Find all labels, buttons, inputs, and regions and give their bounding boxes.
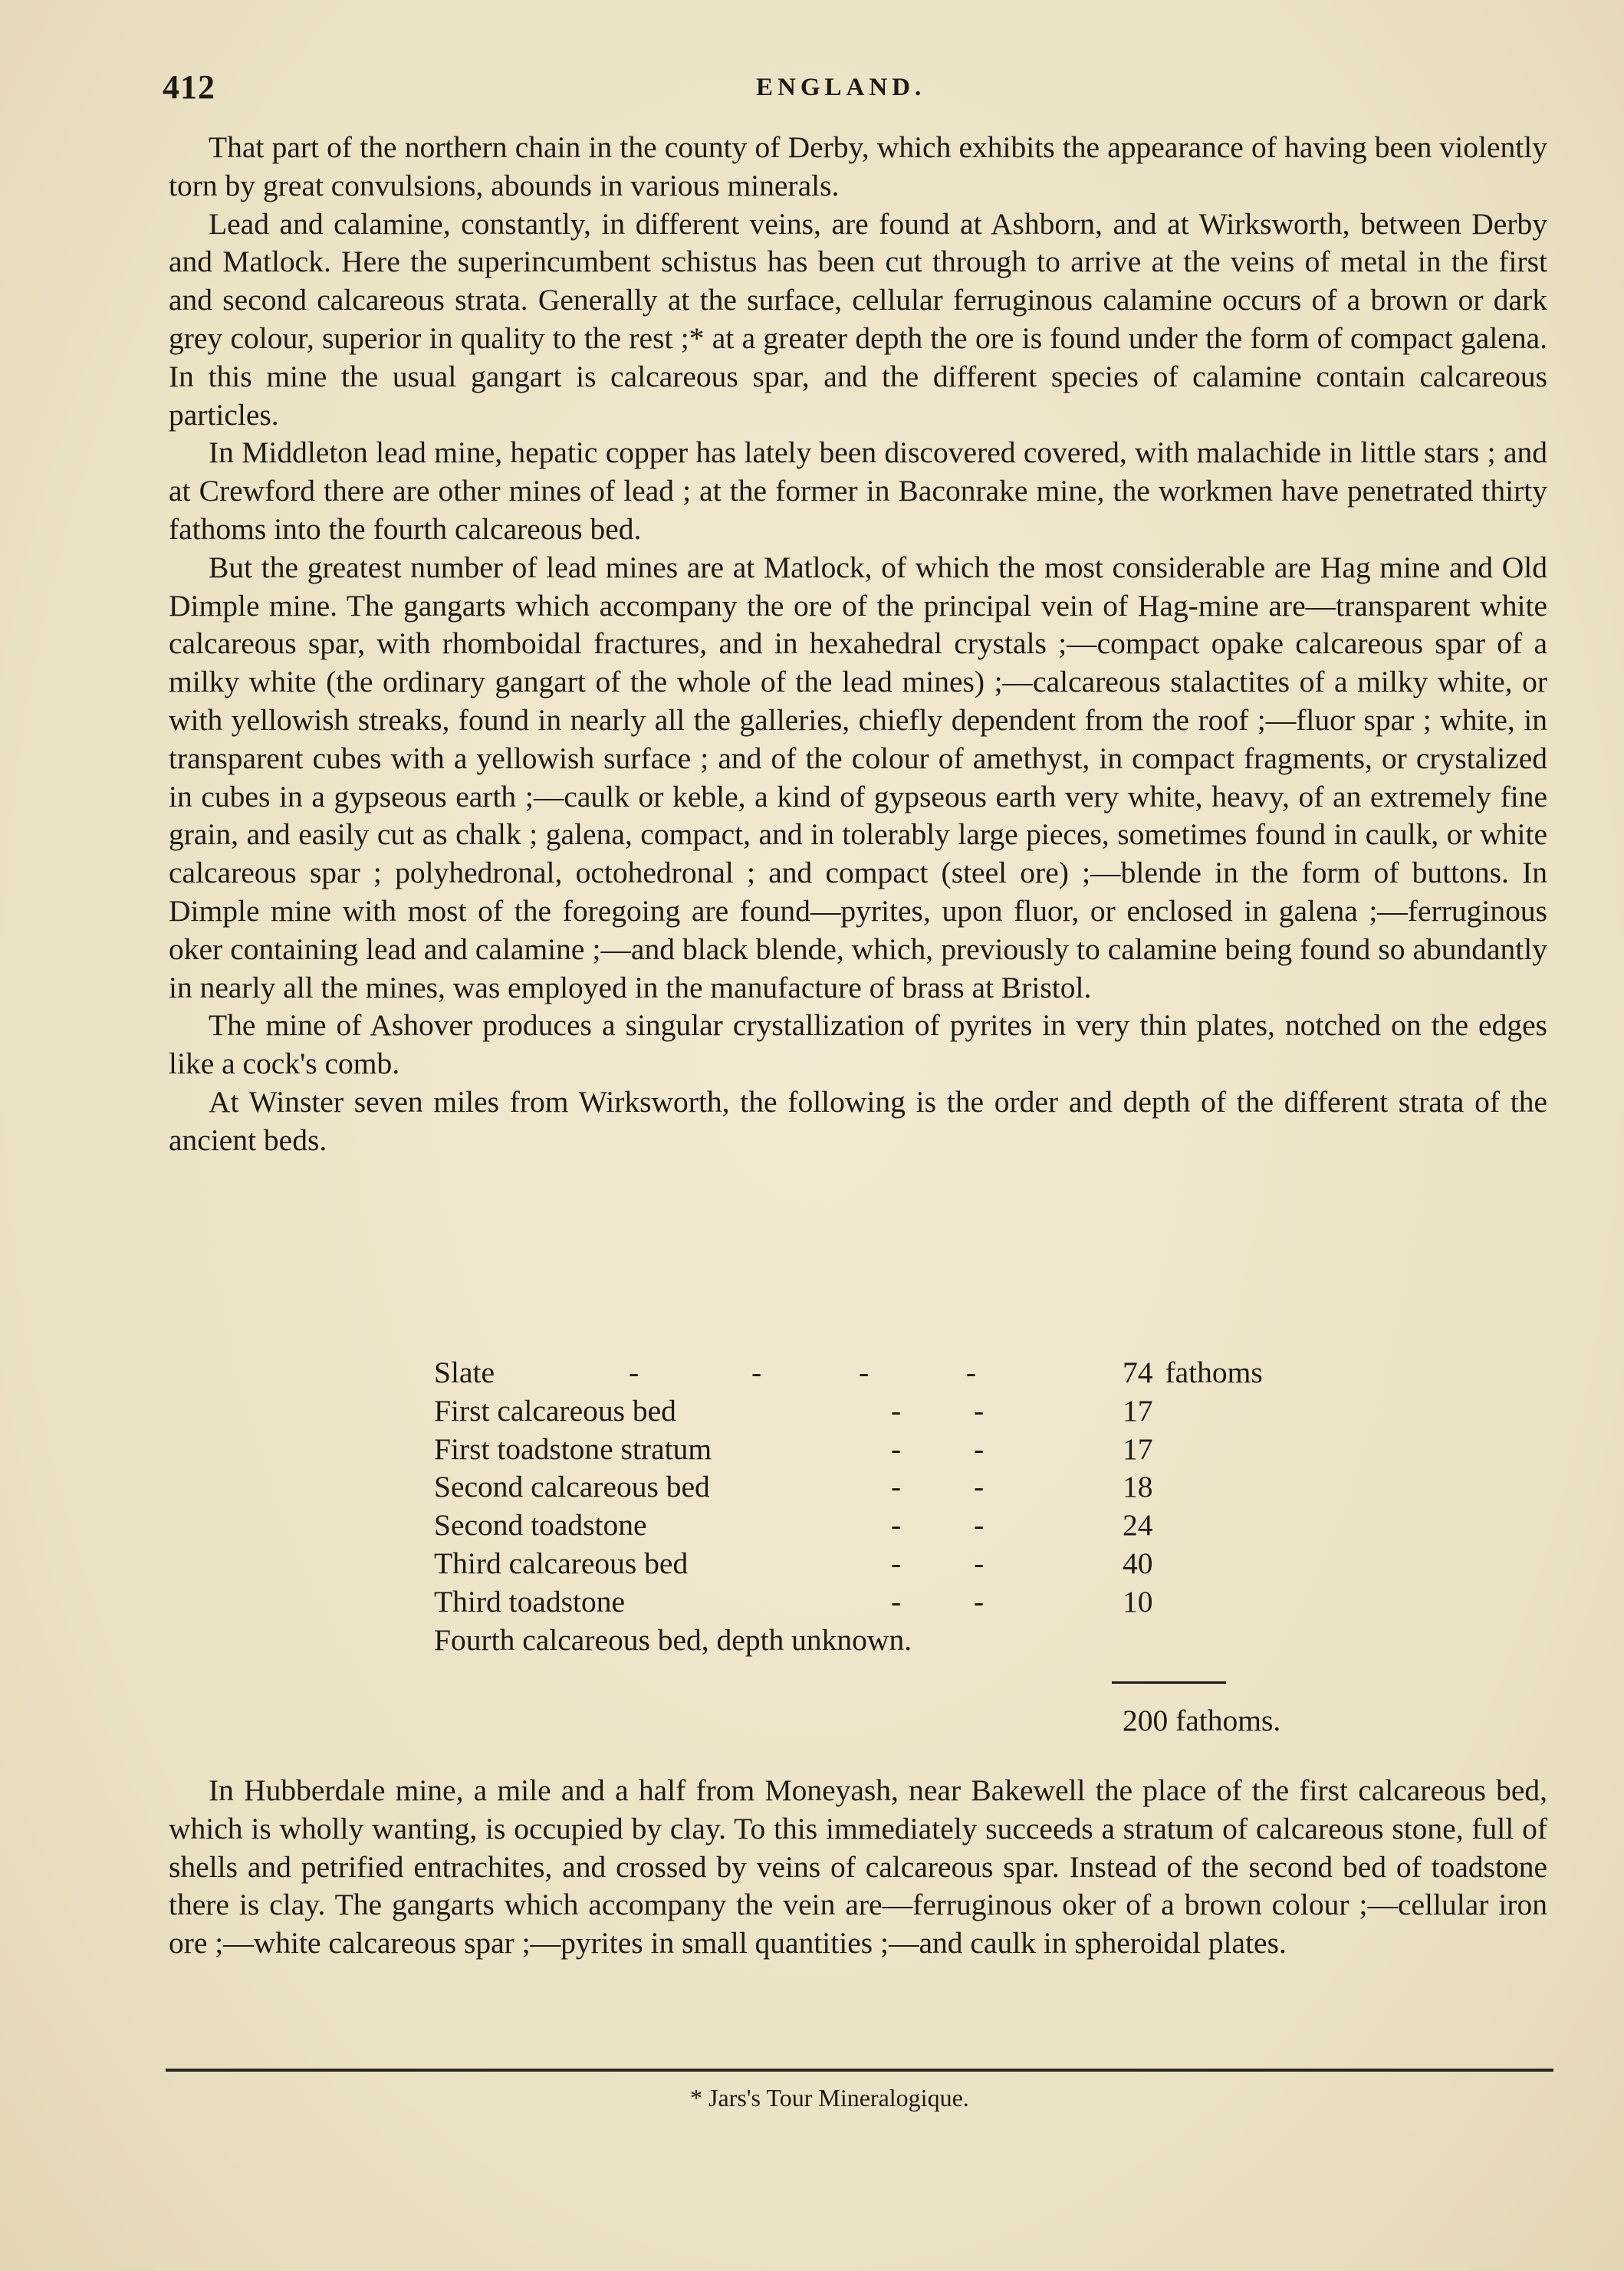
leader-dash: - [974,1470,985,1504]
stratum-depth [1123,1507,1153,1545]
paragraph: That part of the northern chain in the county of Derby, which exhibits the appearance of having been violently torn by great convulsions, abounds in various minerals. [169,130,1547,202]
stratum-name: Third calcareous bed [434,1546,689,1580]
stratum-depth [1123,1545,1153,1583]
stratum-depth [1123,1431,1153,1469]
strata-row [434,1545,1354,1583]
paragraph: In Middleton lead mine, hepatic copper has lately been discovered covered, with malachide in little stars ; and at Crewford there are other mines of lead ; at the former in Baconrake mine, the workmen have penetrated thirty fathoms into the fourth calcareous bed. [169,435,1547,546]
leader-dash: - [629,1356,639,1389]
strata-row [434,1431,1354,1469]
depth-value: 17 [1123,1393,1153,1428]
depth-value: 40 [1123,1546,1153,1580]
stratum-depth [1123,1468,1153,1507]
footnote: * Jars's Tour Mineralogique. [690,2084,969,2112]
leader-dash: - [891,1546,902,1580]
paragraph: Lead and calamine, constantly, in different veins, are found at Ashborn, and at Wirksworth, between Derby and Matlock. Here the superincumbent schistus has been cut through to arrive at the veins of metal in the first and second calcareous strata. Generally at the surface, cellular ferruginous calamine occurs of a brown or dark grey colour, superior in quality to the rest ;* at a greater depth the ore is found under the form of compact galena. In this mine the usual gangart is calcareous spar, and the different species of calamine contain calcareous particles. [169,206,1547,432]
depth-unit: fathoms [1165,1356,1263,1389]
strata-row [434,1583,1354,1622]
depth-value: 17 [1123,1431,1153,1466]
leader-dash: - [974,1584,985,1619]
depth-value: 74 [1123,1356,1153,1389]
leader-dash: - [891,1584,902,1619]
paragraph: The mine of Ashover produces a singular crystallization of pyrites in very thin plates, notched on the edges like a cock's comb. [169,1008,1547,1081]
stratum-name: Third toadstone [434,1584,626,1619]
page-number: 412 [163,68,215,106]
leader-dash: - [974,1546,985,1580]
main-text [169,129,1547,1160]
paragraph: But the greatest number of lead mines are at Matlock, of which the most considerable are Hag mine and Old Dimple mine. The gangarts which accompany the ore of the principal vein of Hag-mine are—transparent white calcareous spar, with rhomboidal fractures, and in hexahedral crystals ;—compact opake calcareous spar of a milky white (the ordinary gangart of the whole of the lead mines) ;—calcareous stalactites of a milky white, or with yellowish streaks, found in nearly all the galleries, chiefly dependent from the roof ;—fluor spar ; white, in transparent cubes with a yellowish surface ; and of the colour of amethyst, in compact fragments, or crystalized in cubes in a gypseous earth ;—caulk or keble, a kind of gypseous earth very white, heavy, of an extremely fine grain, and easily cut as chalk ; galena, compact, and in tolerably large pieces, sometimes found in caulk, or white calcareous spar ; polyhedronal, octohedronal ; and compact (steel ore) ;—blende in the form of buttons. In Dimple mine with most of the foregoing are found—pyrites, upon fluor, or enclosed in galena ;—ferruginous oker containing lead and calamine ;—and black blende, which, previously to calamine being found so abundantly in nearly all the mines, was employed in the manufacture of brass at Bristol. [169,550,1547,1004]
paragraph: At Winster seven miles from Wirksworth, the following is the order and depth of the different strata of the ancient beds. [169,1084,1547,1157]
total-rule [1112,1681,1226,1684]
strata-total: 200 fathoms. [1123,1704,1281,1737]
leader-dash: - [751,1356,762,1389]
strata-row [434,1622,1354,1660]
footnote-rule [166,2069,1553,2072]
leader-dash: - [859,1356,870,1389]
depth-value: 24 [1123,1508,1153,1543]
strata-row [434,1354,1354,1392]
main-text-continued [169,1772,1547,1963]
stratum-name: First calcareous bed [434,1393,676,1428]
stratum-name: First toadstone stratum [434,1431,712,1466]
strata-table [434,1354,1354,1659]
leader-dash: - [974,1393,985,1428]
depth-value: 18 [1123,1470,1153,1504]
leader-dash: - [974,1508,985,1543]
depth-value: 10 [1123,1584,1153,1619]
stratum-name: Slate [434,1356,495,1389]
strata-row [434,1507,1354,1545]
leader-dash: - [891,1508,902,1543]
stratum-depth [1123,1354,1263,1392]
strata-row [434,1468,1354,1507]
running-head: ENGLAND. [756,74,926,101]
stratum-name: Fourth calcareous bed, depth unknown. [434,1622,912,1657]
leader-dash: - [966,1356,977,1389]
leader-dash: - [974,1431,985,1466]
leader-dash: - [891,1431,902,1466]
strata-row [434,1392,1354,1431]
paragraph: In Hubberdale mine, a mile and a half from Moneyash, near Bakewell the place of the first calcareous bed, which is wholly wanting, is occupied by clay. To this immediately succeeds a stratum of calcareous stone, full of shells and petrified entrachites, and crossed by veins of calcareous spar. Instead of the second bed of toadstone there is clay. The gangarts which accompany the vein are—ferruginous oker of a brown colour ;—cellular iron ore ;—white calcareous spar ;—pyrites in small quantities ;—and caulk in spheroidal plates. [169,1773,1547,1960]
leader-dash: - [891,1470,902,1504]
stratum-name: Second toadstone [434,1508,647,1543]
stratum-depth [1123,1583,1153,1622]
stratum-name: Second calcareous bed [434,1470,710,1504]
stratum-depth [1123,1392,1153,1431]
leader-dash: - [891,1393,902,1428]
